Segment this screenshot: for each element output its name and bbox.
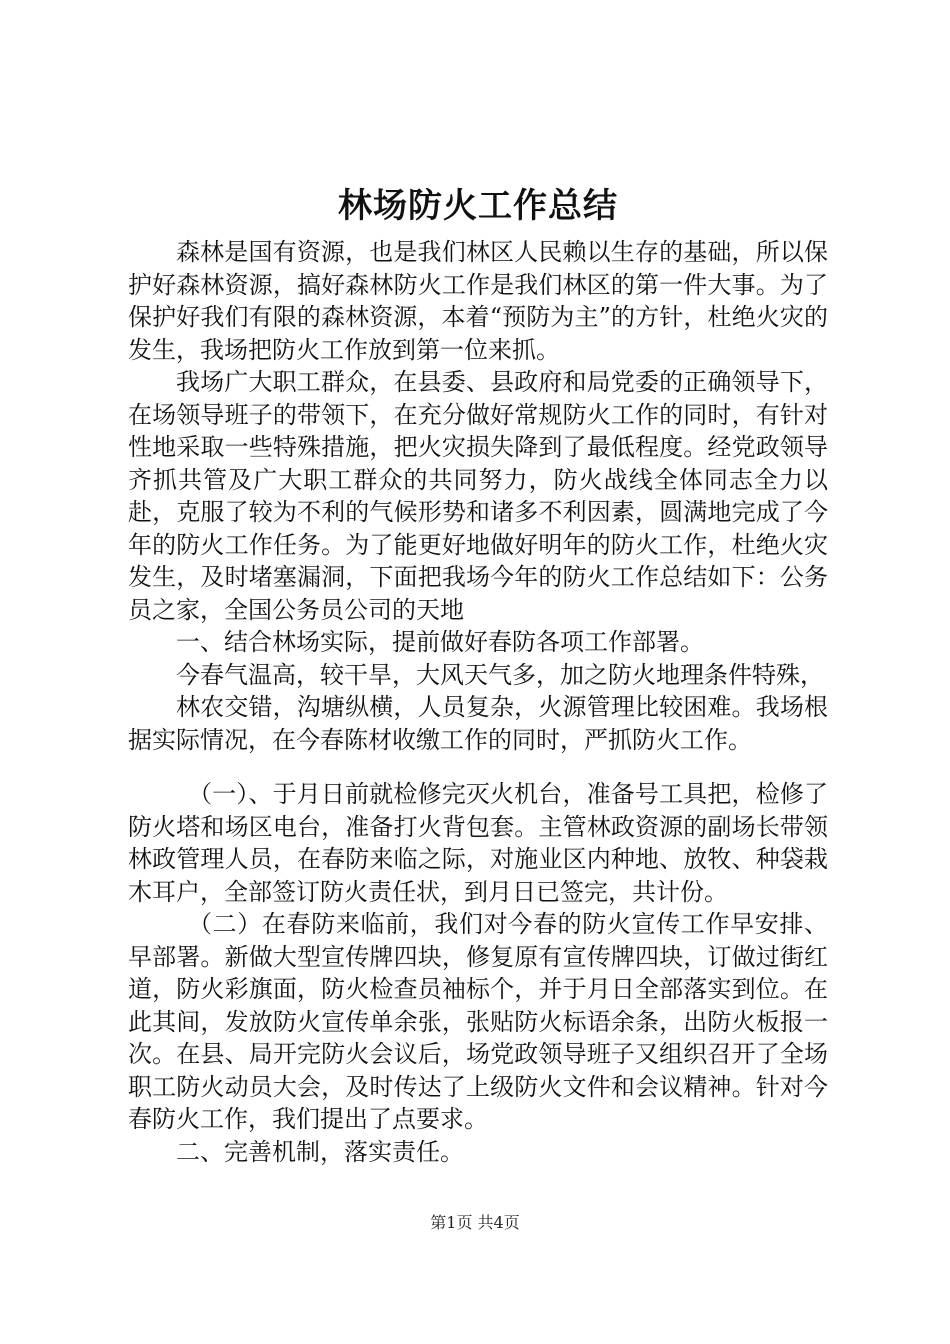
- paragraph-spring-conditions: 今春气温高，较干旱，大风天气多，加之防火地理条件特殊，: [176, 660, 824, 689]
- section-heading-2: 二、完善机制，落实责任。: [176, 1137, 464, 1166]
- document-page: [128, 178, 828, 1168]
- document-title: 林场防火工作总结: [338, 186, 618, 226]
- paragraph-item-1: （一）、于月日前就检修完灭火机台，准备号工具把，检修了防火塔和场区电台，准备打火背包套。主管林政资源的副场长带领林政管理人员，在春防来临之际，对施业区内种地、放牧、种袋栽木耳户，全部签订防火责任状，到月日已签完，共计份。: [128, 780, 828, 906]
- paragraph-item-2: （二）在春防来临前，我们对今春的防火宣传工作早安排、早部署。新做大型宣传牌四块，修复原有宣传牌四块，订做过街红道，防火彩旗面，防火检查员袖标个，并于月日全部落实到位。在此其间，发放防火宣传单余张，张贴防火标语余条，出防火板报一次。在县、局开完防火会议后，场党政领导班子又组织召开了全场职工防火动员大会，及时传达了上级防火文件和会议精神。针对今春防火工作，我们提出了点要求。: [128, 910, 828, 1133]
- page-number-footer: 第1页 共4页: [430, 1213, 520, 1232]
- paragraph-summary: 我场广大职工群众，在县委、县政府和局党委的正确领导下，在场领导班子的带领下，在充分做好常规防火工作的同时，有针对性地采取一些特殊措施，把火灾损失降到了最低程度。经党政领导齐抓共管及广大职工群众的共同努力，防火战线全体同志全力以赴，克服了较为不利的气候形势和诸多不利因素，圆满地完成了今年的防火工作任务。为了能更好地做好明年的防火工作，杜绝火灾发生，及时堵塞漏洞，下面把我场今年的防火工作总结如下：公务员之家，全国公务员公司的天地: [128, 368, 828, 624]
- paragraph-fire-management: 林农交错，沟塘纵横，人员复杂，火源管理比较困难。我场根据实际情况，在今春陈材收缴工作的同时，严抓防火工作。: [128, 693, 828, 754]
- paragraph-intro: 森林是国有资源，也是我们林区人民赖以生存的基础，所以保护好森林资源，搞好森林防火工作是我们林区的第一件大事。为了保护好我们有限的森林资源，本着“预防为主”的方针，杜绝火灾的发生，我场把防火工作放到第一位来抓。: [128, 238, 828, 364]
- section-heading-1: 一、结合林场实际，提前做好春防各项工作部署。: [176, 628, 704, 656]
